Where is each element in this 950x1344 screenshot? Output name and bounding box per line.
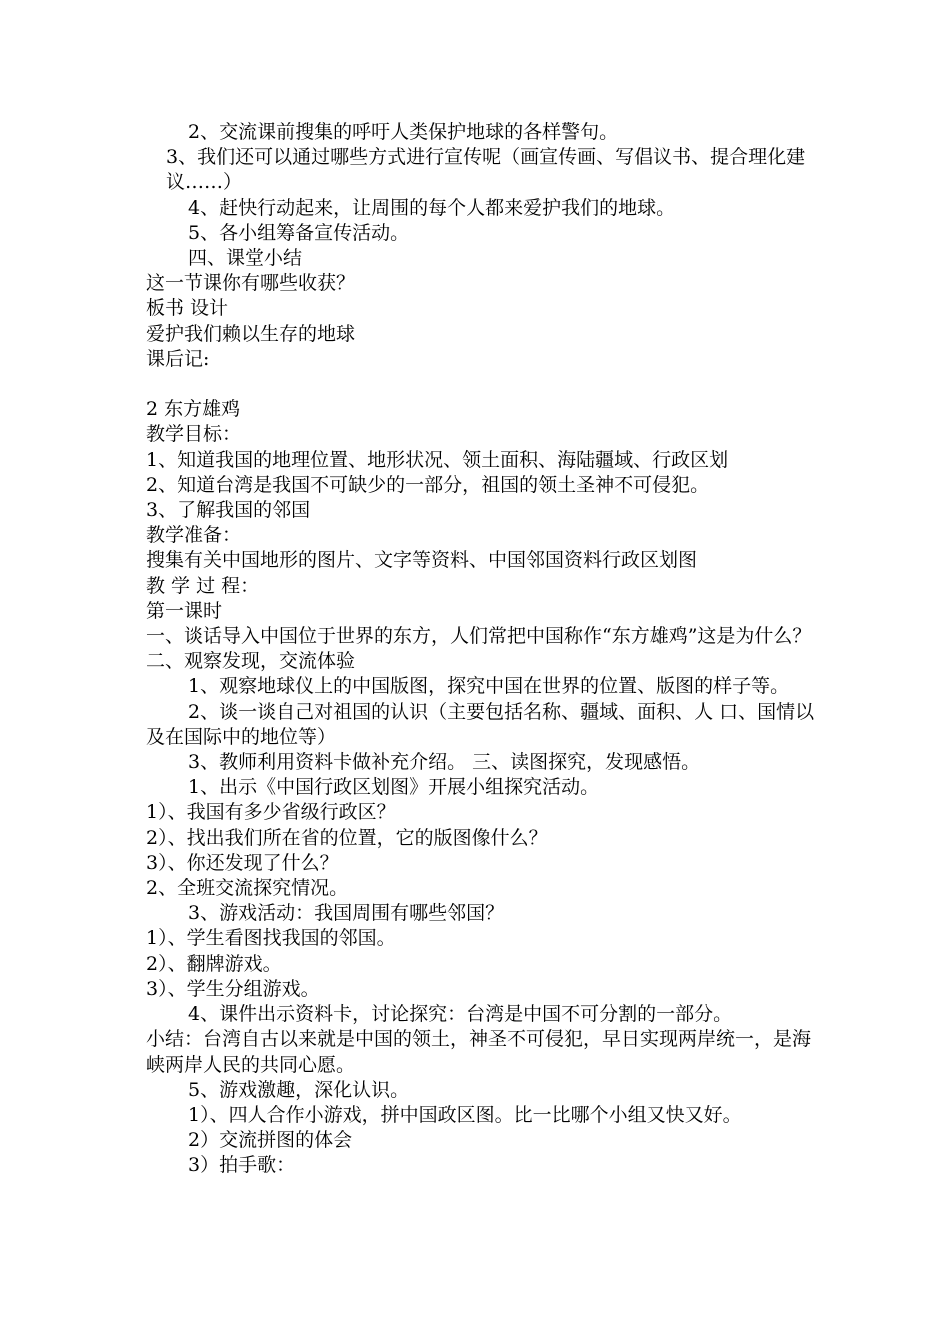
text-line: 1、知道我国的地理位置、地形状况、领土面积、海陆疆域、行政区划: [146, 448, 729, 471]
text-line: 一、谈话导入中国位于世界的东方，人们常把中国称作“东方雄鸡”这是为什么？: [146, 625, 812, 648]
text-line: 1）、我国有多少省级行政区？: [146, 801, 396, 824]
text-line: 1）、学生看图找我国的邻国。: [146, 927, 396, 950]
text-line: 3）、学生分组游戏。: [146, 977, 320, 1000]
text-line: 2、知道台湾是我国不可缺少的一部分，祖国的领土圣神不可侵犯。: [146, 473, 710, 496]
text-line: 1）、四人合作小游戏，拼中国政区图。比一比哪个小组又快又好。: [188, 1103, 742, 1126]
text-line: 3、我们还可以通过哪些方式进行宣传呢（画宣传画、写倡议书、提合理化建议……）: [166, 146, 806, 194]
text-line: 2、谈一谈自己对祖国的认识（主要包括名称、疆域、面积、人 口、国情以及在国际中的地位等）: [146, 700, 815, 748]
text-line: 3）、你还发现了什么？: [146, 851, 339, 874]
text-line: 2、全班交流探究情况。: [146, 877, 349, 900]
text-line: 3、游戏活动：我国周围有哪些邻国？: [188, 902, 505, 925]
text-line: 爱护我们赖以生存的地球: [146, 322, 356, 345]
text-line: 3、了解我国的邻国: [146, 499, 311, 522]
text-line: 搜集有关中国地形的图片、文字等资料、中国邻国资料行政区划图: [146, 549, 698, 572]
text-line: 第一课时: [146, 599, 223, 622]
text-line: 教学目标：: [146, 423, 242, 446]
text-line: 这一节课你有哪些收获？: [146, 272, 356, 295]
text-line: 2、交流课前搜集的呼吁人类保护地球的各样警句。: [188, 121, 619, 143]
text-line: 二、观察发现，交流体验: [146, 650, 356, 673]
text-line: 5、游戏激趣，深化认识。: [188, 1078, 410, 1101]
text-line: 小结：台湾自古以来就是中国的领土，神圣不可侵犯，早日实现两岸统一，是海峡两岸人民的共同心愿。: [146, 1028, 812, 1076]
text-line: 4、课件出示资料卡，讨论探究：台湾是中国不可分割的一部分。: [188, 1003, 733, 1026]
text-line: 1、观察地球仪上的中国版图，探究中国在世界的位置、版图的样子等。: [188, 675, 790, 698]
text-line: 1、出示《中国行政区划图》开展小组探究活动。: [188, 776, 600, 799]
text-line: 教 学 过 程：: [146, 574, 260, 597]
text-line: 3、教师利用资料卡做补充介绍。 三、读图探究，发现感悟。: [188, 751, 701, 774]
text-line: 板书 设计: [146, 297, 229, 320]
text-line: 4、赶快行动起来，让周围的每个人都来爱护我们的地球。: [188, 196, 676, 219]
text-line: 5、各小组筹备宣传活动。: [188, 221, 410, 244]
text-line: 2）交流拼图的体会: [188, 1129, 353, 1152]
section-heading: 四、课堂小结: [188, 247, 303, 270]
text-line: 3）拍手歌：: [188, 1154, 296, 1177]
lesson-title: 2 东方雄鸡: [146, 398, 241, 421]
text-line: 2）、翻牌游戏。: [146, 952, 282, 975]
text-line: 2）、找出我们所在省的位置，它的版图像什么？: [146, 826, 548, 849]
text-line: 课后记:: [146, 347, 210, 370]
document-page: [146, 120, 818, 1179]
text-line: 教学准备：: [146, 524, 242, 547]
blank-line: [146, 372, 818, 397]
